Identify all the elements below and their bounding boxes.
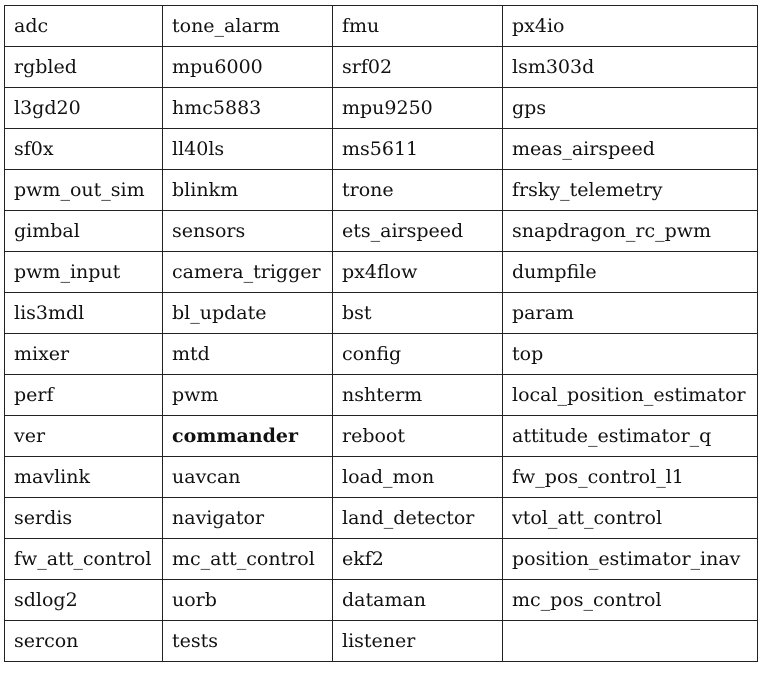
table-cell: dataman [333,580,503,621]
table-cell: lis3mdl [5,293,163,334]
table-row [5,211,758,252]
table-cell: ekf2 [333,539,503,580]
table-cell: camera_trigger [163,252,333,293]
table-cell: bst [333,293,503,334]
table-cell: fw_pos_control_l1 [503,457,758,498]
table-cell: dumpfile [503,252,758,293]
table-cell: pwm_input [5,252,163,293]
table-cell: reboot [333,416,503,457]
table-cell: sensors [163,211,333,252]
table-cell: tests [163,621,333,662]
table-row [5,498,758,539]
table-cell: config [333,334,503,375]
table-cell: snapdragon_rc_pwm [503,211,758,252]
table-row [5,580,758,621]
table-cell: nshterm [333,375,503,416]
table-cell: lsm303d [503,47,758,88]
table-cell: mpu6000 [163,47,333,88]
table-cell: sdlog2 [5,580,163,621]
table-row [5,293,758,334]
table-cell: sercon [5,621,163,662]
table-cell: mpu9250 [333,88,503,129]
table-cell: local_position_estimator [503,375,758,416]
table-cell: fw_att_control [5,539,163,580]
table-cell: mc_att_control [163,539,333,580]
table-cell: listener [333,621,503,662]
table-row [5,47,758,88]
table-row [5,88,758,129]
table-cell: mixer [5,334,163,375]
table-row [5,334,758,375]
table-cell: load_mon [333,457,503,498]
table-cell [503,621,758,662]
table-cell: perf [5,375,163,416]
table-cell: attitude_estimator_q [503,416,758,457]
table-cell: uorb [163,580,333,621]
table-cell: sf0x [5,129,163,170]
table-cell: uavcan [163,457,333,498]
table-cell: trone [333,170,503,211]
table-cell: serdis [5,498,163,539]
table-cell: param [503,293,758,334]
table-cell: gimbal [5,211,163,252]
table-row [5,6,758,47]
table-row [5,416,758,457]
table-cell: tone_alarm [163,6,333,47]
table-row [5,539,758,580]
table-cell: l3gd20 [5,88,163,129]
table-cell: mc_pos_control [503,580,758,621]
table-row [5,170,758,211]
table-cell: land_detector [333,498,503,539]
table-cell: px4flow [333,252,503,293]
table-cell: navigator [163,498,333,539]
table-cell: top [503,334,758,375]
table-cell: commander [163,416,333,457]
table-cell: ll40ls [163,129,333,170]
table-cell: vtol_att_control [503,498,758,539]
table-row [5,457,758,498]
table-cell: blinkm [163,170,333,211]
table-cell: mtd [163,334,333,375]
table-cell: adc [5,6,163,47]
module-table [4,5,758,662]
table-cell: fmu [333,6,503,47]
table-row [5,129,758,170]
table-cell: ets_airspeed [333,211,503,252]
table-row [5,375,758,416]
table-cell: frsky_telemetry [503,170,758,211]
table-cell: pwm_out_sim [5,170,163,211]
table-cell: ms5611 [333,129,503,170]
table-cell: hmc5883 [163,88,333,129]
module-table-body [5,6,758,662]
table-cell: pwm [163,375,333,416]
table-cell: meas_airspeed [503,129,758,170]
table-cell: bl_update [163,293,333,334]
table-cell: position_estimator_inav [503,539,758,580]
table-cell: ver [5,416,163,457]
table-cell: rgbled [5,47,163,88]
table-cell: gps [503,88,758,129]
table-row [5,252,758,293]
table-cell: mavlink [5,457,163,498]
table-cell: srf02 [333,47,503,88]
table-row [5,621,758,662]
table-cell: px4io [503,6,758,47]
